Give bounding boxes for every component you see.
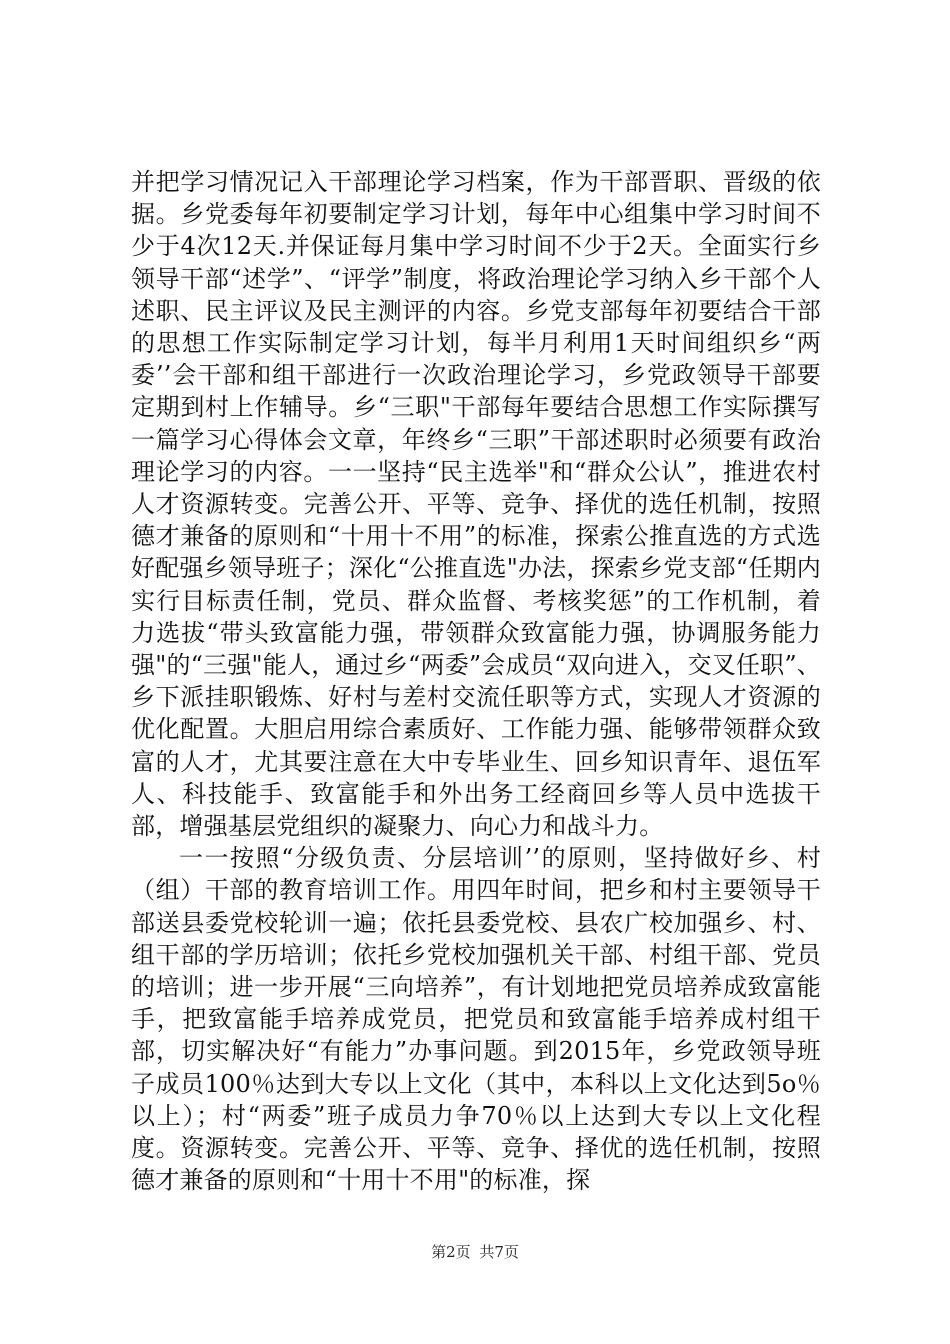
page-total: 共7页 <box>479 1243 519 1261</box>
paragraph-1: 并把学习情况记入干部理论学习档案，作为干部晋职、晋级的依据。乡党委每年初要制定学习计划，每年中心组集中学习时间不少于4次12天.并保证每月集中学习时间不少于2天。全面实行乡领导干部“述学”、“评学”制度，将政治理论学习纳入乡干部个人述职、民主评议及民主测评的内容。乡党支部每年初要结合干部的思想工作实际制定学习计划，每半月利用1天时间组织乡“两委’’会干部和组干部进行一次政治理论学习，乡党政领导干部要定期到村上作辅导。乡“三职"干部每年要结合思想工作实际撰写一篇学习心得体会文章，年终乡“三职”干部述职时必须要有政治理论学习的内容。一一坚持“民主选举"和“群众公认”，推进农村人才资源转变。完善公开、平等、竞争、择优的选任机制，按照德才兼备的原则和“十用十不用”的标准，探索公推直选的方式选好配强乡领导班子；深化“公推直选"办法，探索乡党支部“任期内实行目标责任制，党员、群众监督、考核奖惩”的工作机制，着力选拔“带头致富能力强，带领群众致富能力强，协调服务能力强"的“三强"能人，通过乡“两委”会成员“双向进入，交叉任职”、乡下派挂职锻炼、好村与差村交流任职等方式，实现人才资源的优化配置。大胆启用综合素质好、工作能力强、能够带领群众致富的人才，尤其要注意在大中专毕业生、回乡知识青年、退伍军人、科技能手、致富能手和外出务工经商回乡等人员中选拔干部，增强基层党组织的凝聚力、向心力和战斗力。 <box>131 168 821 841</box>
page-number: 第2页 <box>431 1243 471 1261</box>
paragraph-2: 一一按照“分级负责、分层培训’’的原则，坚持做好乡、村（组）干部的教育培训工作。用四年时间，把乡和村主要领导干部送县委党校轮训一遍；依托县委党校、县农广校加强乡、村、组干部的学历培训；依托乡党校加强机关干部、村组干部、党员的培训；进一步开展“三向培养”，有计划地把党员培养成致富能手，把致富能手培养成党员，把党员和致富能手培养成村组干部，切实解决好“有能力”办事问题。到2015年，乡党政领导班子成员100％达到大专以上文化（其中，本科以上文化达到5o％以上）；村“两委”班子成员力争70％以上达到大专以上文化程度。资源转变。完善公开、平等、竞争、择优的选任机制，按照德才兼备的原则和“十用十不用"的标准，探 <box>131 844 821 1195</box>
document-body <box>131 166 821 1197</box>
page-footer <box>0 1242 950 1262</box>
